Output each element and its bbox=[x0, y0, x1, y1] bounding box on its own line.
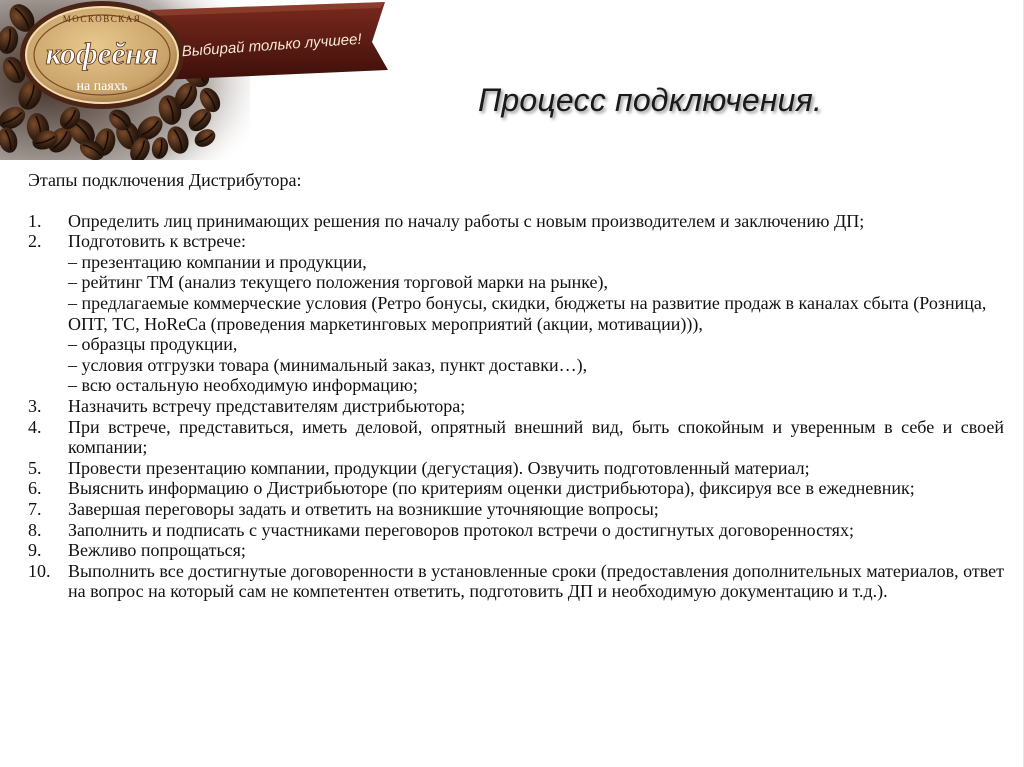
list-item bbox=[28, 396, 1004, 417]
list-item bbox=[28, 478, 1004, 499]
list-item bbox=[28, 458, 1004, 479]
logo-main-text: кофеĕня bbox=[45, 36, 159, 71]
list-item bbox=[28, 231, 1004, 396]
item-text: При встрече, представиться, иметь деловой, опрятный внешний вид, быть спокойным и уверенным в себе и своей компании; bbox=[68, 416, 1004, 458]
item-number: 7. bbox=[28, 498, 42, 519]
sub-item: – образцы продукции, bbox=[68, 334, 238, 355]
item-text: Провести презентацию компании, продукции (дегустация). Озвучить подготовленный материал; bbox=[68, 457, 810, 478]
item-text: Завершая переговоры задать и ответить на возникшие уточняющие вопросы; bbox=[68, 498, 659, 519]
item-number: 9. bbox=[28, 540, 42, 561]
list-item bbox=[28, 540, 1004, 561]
item-number: 5. bbox=[28, 457, 42, 478]
section-heading: Этапы подключения Дистрибутора: bbox=[28, 170, 302, 190]
sub-item: – всю остальную необходимую информацию; bbox=[68, 375, 418, 396]
page-title: Процесс подключения. bbox=[478, 82, 823, 118]
list-item bbox=[28, 520, 1004, 541]
sub-item: – рейтинг ТМ (анализ текущего положения торговой марки на рынке), bbox=[68, 272, 609, 293]
document-body bbox=[28, 170, 1004, 602]
item-text: Выполнить все достигнутые договоренности в установленные сроки (предоставления дополнительных материалов, ответ на вопрос на который сам не компетентен ответить, подготовить ДП и необходимую документацию и т.д.). bbox=[68, 560, 1004, 602]
item-text: Заполнить и подписать с участниками переговоров протокол встречи о достигнутых договоренностях; bbox=[68, 519, 854, 540]
item-number: 1. bbox=[28, 210, 42, 231]
item-number: 8. bbox=[28, 519, 42, 540]
sub-item: – предлагаемые коммерческие условия (Ретро бонусы, скидки, бюджеты на развитие продаж в каналах сбыта (Розница, ОПТ, ТС, HoReCa (проведения маркетинговых мероприятий (акции, мотивации))), bbox=[68, 292, 987, 334]
logo-bottom-text: на паяхъ bbox=[76, 79, 128, 94]
item-text: Подготовить к встрече: bbox=[68, 231, 246, 252]
item-number: 10. bbox=[28, 560, 51, 581]
item-number: 4. bbox=[28, 416, 42, 437]
list-item bbox=[28, 417, 1004, 458]
item-number: 3. bbox=[28, 395, 42, 416]
item-text: Выяснить информацию о Дистрибьюторе (по критериям оценки дистрибьютора), фиксируя все в ежедневник; bbox=[68, 478, 915, 499]
sub-item: – презентацию компании и продукции, bbox=[68, 251, 367, 272]
item-text: Назначить встречу представителям дистрибьютора; bbox=[68, 395, 466, 416]
list-item bbox=[28, 211, 1004, 232]
brand-logo bbox=[0, 0, 390, 160]
logo-slogan: Выбирай только лучшее! bbox=[181, 30, 363, 61]
item-text: Вежливо попрощаться; bbox=[68, 540, 246, 561]
item-text: Определить лиц принимающих решения по началу работы с новым производителем и заключению ДП; bbox=[68, 210, 865, 231]
logo-top-text: МОСКОВСКАЯ bbox=[62, 14, 142, 24]
sub-item: – условия отгрузки товара (минимальный заказ, пункт доставки…), bbox=[68, 354, 588, 375]
steps-list bbox=[28, 211, 1004, 602]
list-item bbox=[28, 561, 1004, 602]
coffee-logo-image bbox=[0, 0, 390, 160]
item-number: 2. bbox=[28, 231, 42, 252]
item-number: 6. bbox=[28, 478, 42, 499]
list-item bbox=[28, 499, 1004, 520]
